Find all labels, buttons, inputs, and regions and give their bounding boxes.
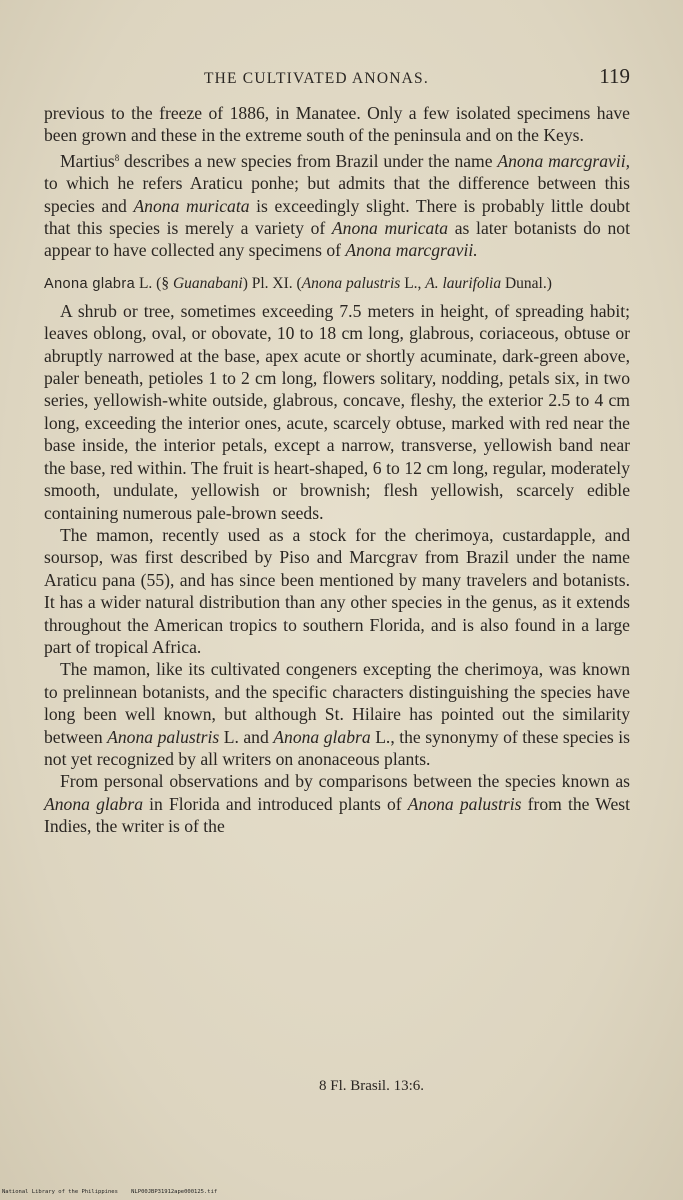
text-run: L., the synonymy of these species is not yet recognized by all writers on anonaceous plants. (44, 726, 630, 769)
text-run: describes a new species from Brazil under the name (119, 150, 498, 171)
species-name: Anona glabra (44, 793, 143, 814)
paragraph-description: A shrub or tree, sometimes exceeding 7.5 meters in height, of spreading habit; leaves oblong, oval, or obovate, 10 to 18 cm long, glabrous, coriaceous, obtuse or abruptly narrowed at the base, apex acute or shortly acuminate, dark-green above, paler beneath, petioles 1 to 2 cm long, flowers solitary, nodding, petals six, in two series, yellowish-white outside, glabrous, concave, fleshy, the exterior 2.5 to 4 cm long, exceeding the interior ones, acute, scarcely obtuse, marked with red near the base inside, the interior petals, except a narrow, transverse, yellowish band near the base, red within. The fruit is heart-shaped, 6 to 12 cm long, regular, moderately smooth, undulate, yellowish or brownish; flesh yellowish, scarcely edible containing numerous pale-brown seeds. (44, 300, 630, 523)
species-heading-name: Anona glabra (44, 275, 136, 292)
synonym-name: Anona palustris (301, 274, 401, 292)
footnote-text: 8 Fl. Brasil. 13:6. (318, 1078, 424, 1094)
text-run: Dunal.) (501, 274, 552, 292)
paragraph-6 (44, 770, 630, 837)
synonym-name: A. laurifolia (425, 274, 502, 292)
paragraph-5 (44, 658, 630, 770)
species-name: Anona muricata (331, 218, 449, 239)
species-name: Anona palustris (107, 726, 220, 747)
text-run: From personal observations and by comparisons between the species known as (60, 771, 630, 792)
footnote (0, 1078, 683, 1095)
paragraph-1: previous to the freeze of 1886, in Manatee. Only a few isolated specimens have been grown and these in the extreme south of the peninsula and on the Keys. (44, 103, 630, 146)
text-run: The mamon, like its cultivated congeners excepting the cherimoya, was known to prelinnean botanists, and the specific characters distinguishing the species have long been well known, but although St. Hilaire has pointed out the similarity between (44, 659, 630, 747)
species-name: Anona muricata (133, 195, 250, 216)
running-head: THE CULTIVATED ANONAS. (204, 70, 429, 87)
species-name: Anona marcgravii, (497, 150, 630, 171)
text-run: in Florida and introduced plants of (143, 793, 408, 814)
text-run: Martius (60, 150, 115, 171)
text-run: L. (§ (135, 274, 173, 292)
paragraph-2 (44, 147, 630, 262)
text-run: ) Pl. XI. ( (242, 274, 302, 292)
paragraph-4: The mamon, recently used as a stock for the cherimoya, custardapple, and soursop, was first described by Piso and Marcgrav from Brazil under the name Araticu pana (55), and has since been mentioned by many travelers and botanists. It has a wider natural distribution than any other species in the genus, as it extends throughout the American tropics to southern Florida, and is also found in a large part of tropical Africa. (44, 524, 630, 657)
text-run: as later botanists do not appear to have collected any specimens of (44, 218, 630, 261)
text-run: from the West Indies, the writer is of the (44, 793, 630, 837)
page-body (44, 102, 630, 838)
section-name: Guanabani (172, 274, 243, 292)
species-name: Anona glabra (273, 726, 371, 747)
page-header (44, 64, 634, 94)
text-run: L. and (219, 726, 274, 747)
species-heading (44, 274, 630, 294)
footnote-marker: 8 (114, 152, 120, 163)
species-name: Anona marcgravii. (345, 240, 478, 261)
text-run: L., (400, 274, 426, 292)
text-run: to which he refers Araticu ponhe; but admits that the difference between this species and (44, 173, 630, 216)
scanner-footer: National Library of the Philippines NLP00JBP31912ape000125.tif (2, 1189, 218, 1195)
species-name: Anona palustris (407, 793, 522, 814)
text-run: is exceedingly slight. There is probably little doubt that this species is merely a variety of (44, 195, 630, 239)
page-number: 119 (599, 64, 630, 88)
